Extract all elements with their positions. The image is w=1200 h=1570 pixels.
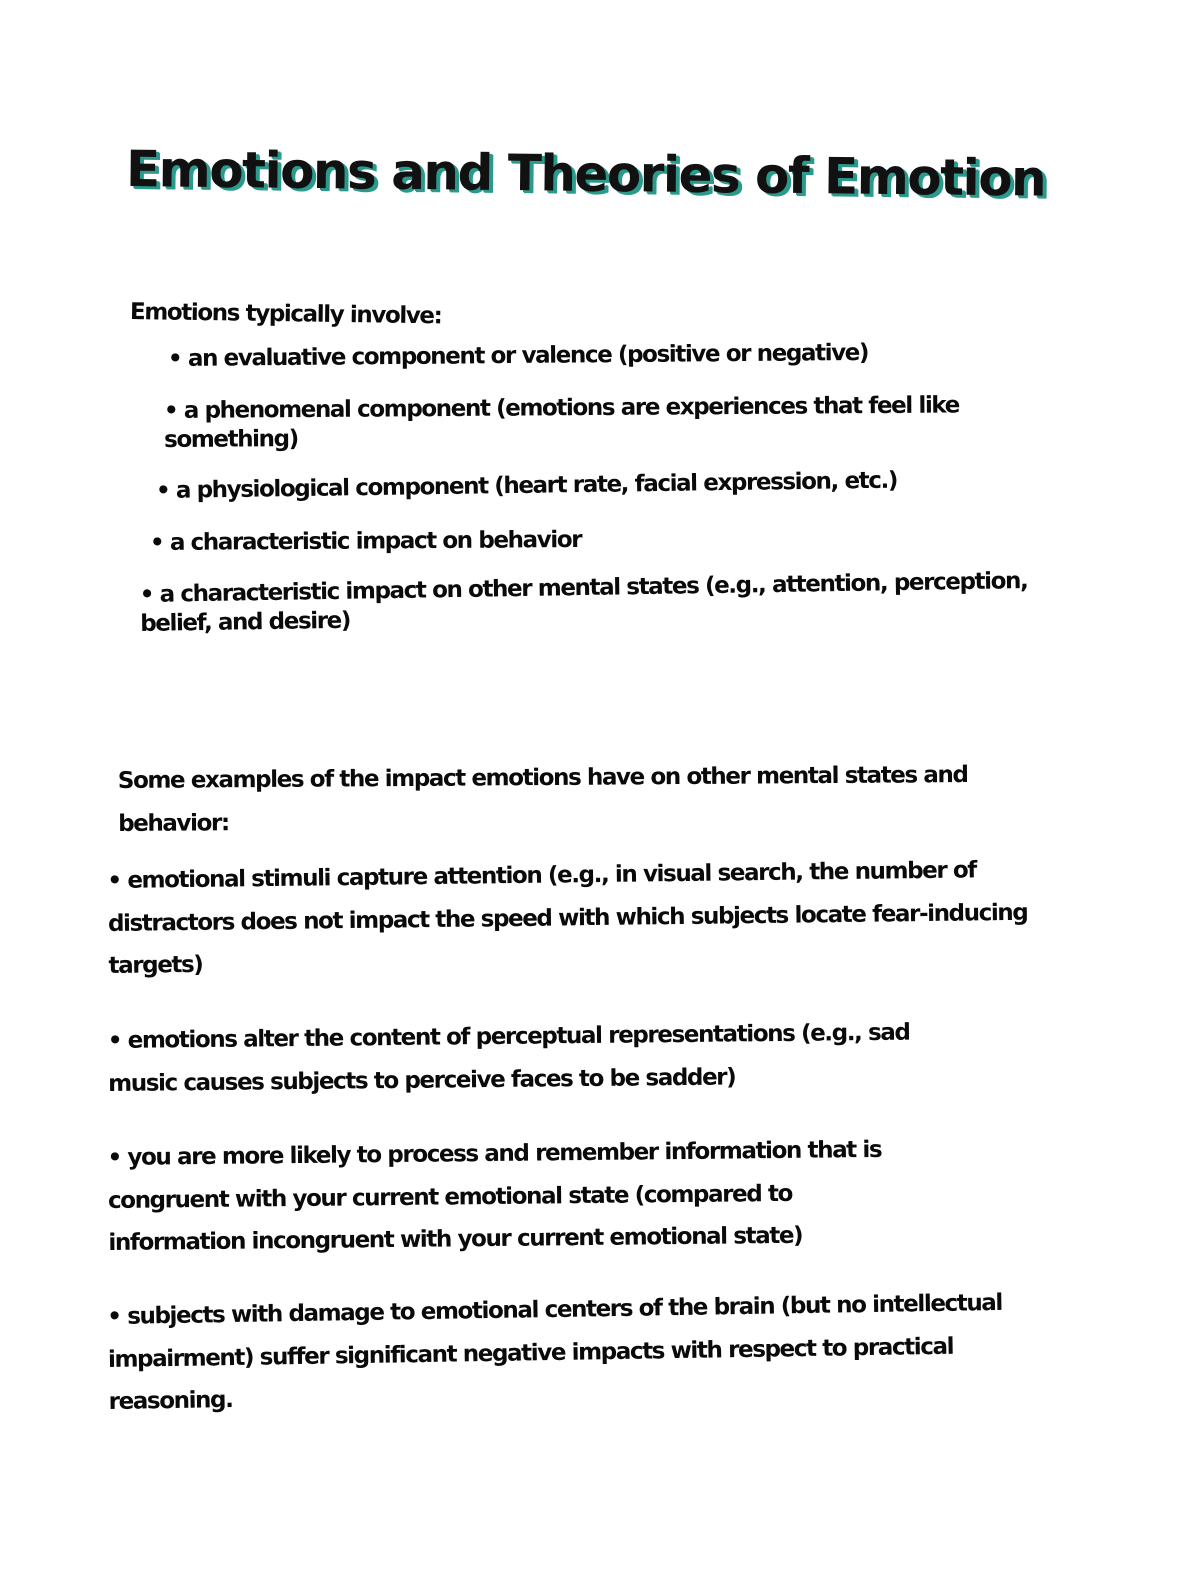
page-title: Emotions and Theories of Emotion	[125, 140, 1046, 208]
list-item: • emotional stimuli capture attention (e.g., in visual search, the number of distractors does not impact the speed with which subjects locate fear-inducing targets)	[107, 857, 1028, 980]
examples-list	[107, 857, 1048, 1456]
list-item: • a characteristic impact on other mental states (e.g., attention, perception, belief, and desire)	[139, 567, 1028, 637]
intro-heading: Emotions typically involve:	[129, 299, 442, 330]
involves-list	[139, 339, 1060, 661]
list-item: • a phenomenal component (emotions are experiences that feel like something)	[163, 392, 959, 453]
examples-heading: Some examples of the impact emotions have on other mental states and behavior:	[117, 762, 968, 837]
list-item: • a characteristic impact on behavior	[149, 526, 582, 556]
list-item: • you are more likely to process and remember information that is congruent with your current emotional state (compared to information incongruent with your current emotional state)	[107, 1136, 882, 1256]
list-item: • a physiological component (heart rate, facial expression, etc.)	[155, 467, 898, 505]
list-item: • emotions alter the content of perceptual representations (e.g., sad music causes subjects to perceive faces to be sadder)	[107, 1019, 910, 1097]
list-item: • subjects with damage to emotional centers of the brain (but no intellectual impairment) suffer significant negative impacts with respect to practical reasoning.	[107, 1290, 1003, 1416]
list-item: • an evaluative component or valence (positive or negative)	[167, 339, 869, 372]
